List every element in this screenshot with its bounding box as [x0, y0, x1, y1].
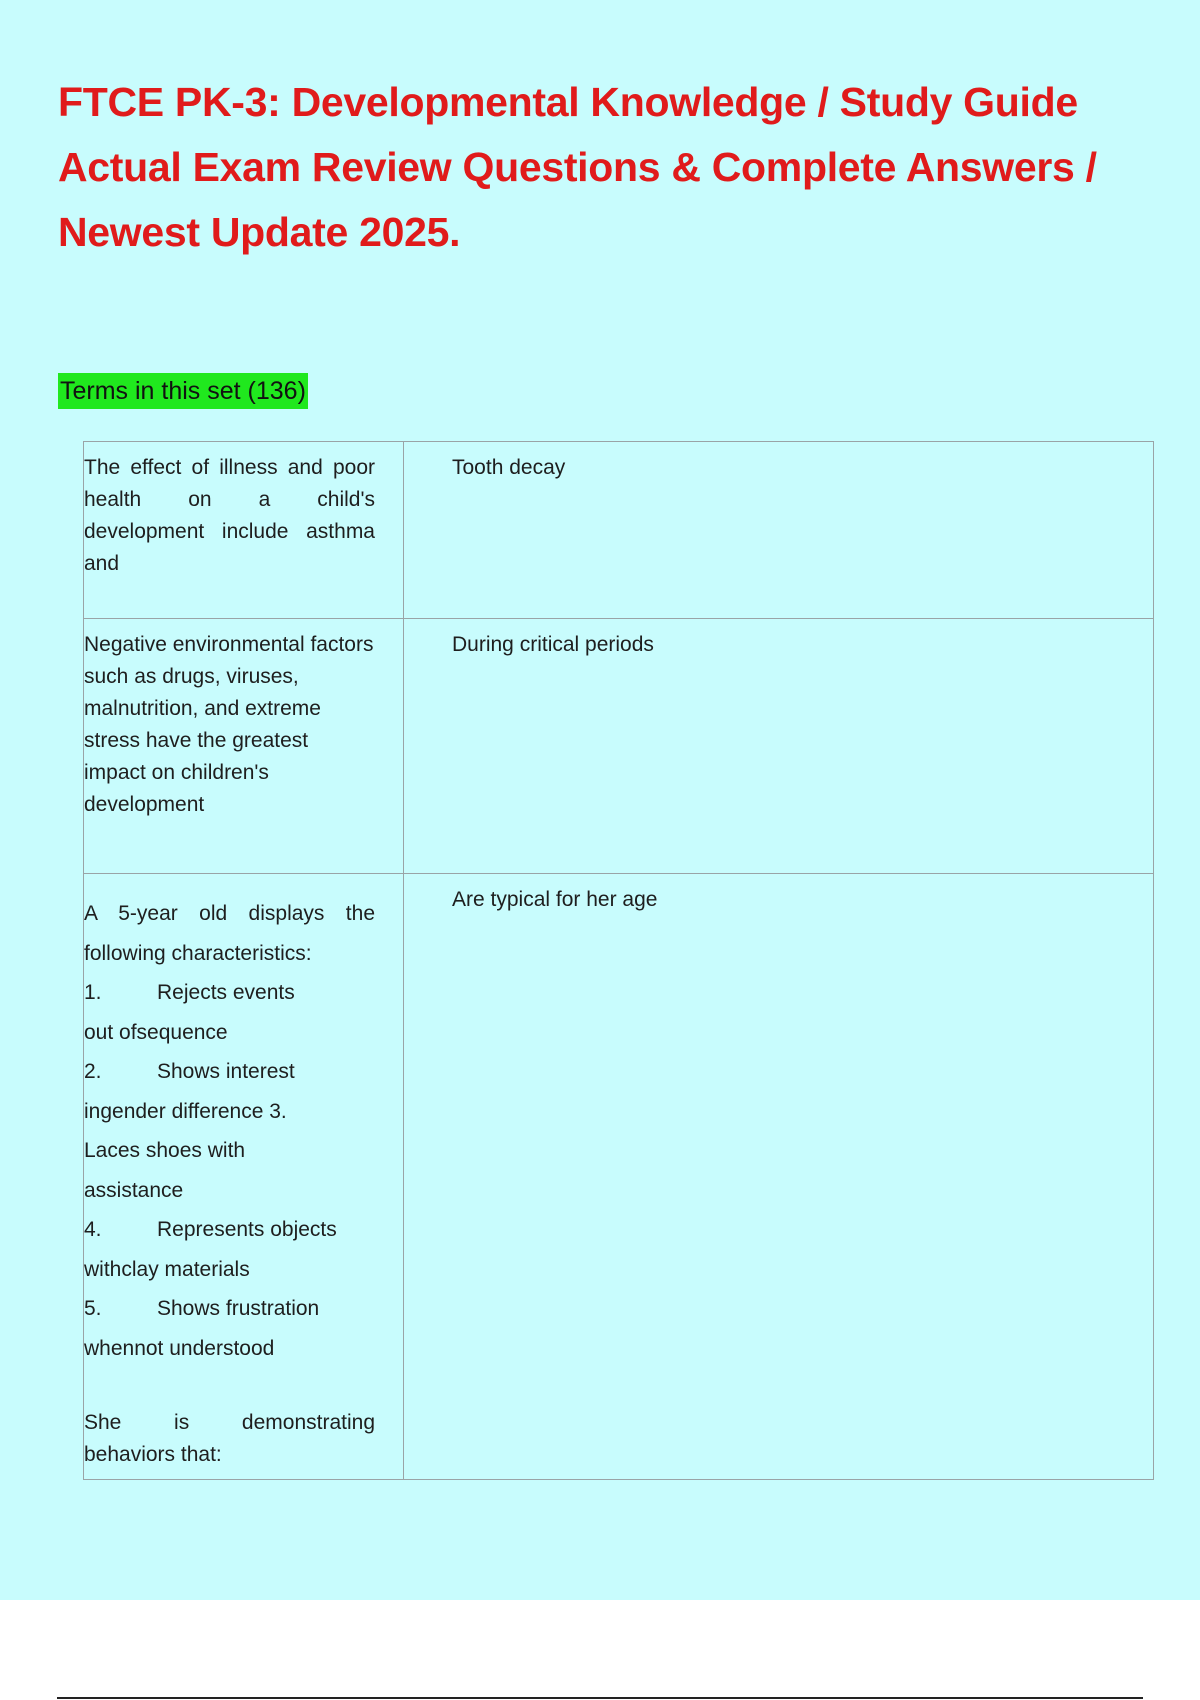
- term-intro: A 5-year old displays the following characteristics:: [84, 902, 375, 965]
- list-text: Shows interest: [157, 1060, 295, 1083]
- list-text: assistance: [84, 1178, 184, 1202]
- term-text-block: [84, 874, 403, 1471]
- table-row: [84, 442, 1154, 619]
- characteristic-line: [84, 1171, 375, 1211]
- table-row: [84, 619, 1154, 874]
- list-text: Represents objects: [157, 1218, 337, 1241]
- list-text: Laces shoes with: [84, 1139, 246, 1162]
- list-text: Shows frustration: [157, 1297, 320, 1320]
- term-outro: She is demonstrating behaviors that:: [84, 1411, 375, 1466]
- list-text: whennot understood: [84, 1336, 275, 1360]
- footer-divider: [57, 1697, 1143, 1699]
- list-number: 2.: [84, 1060, 102, 1083]
- table-row: [84, 874, 1154, 1480]
- list-text: out ofsequence: [84, 1020, 228, 1044]
- terms-count-heading: Terms in this set (136): [58, 373, 308, 409]
- definition-text: During critical periods: [452, 633, 654, 656]
- characteristic-line: [84, 1289, 375, 1329]
- characteristic-line: [84, 1013, 375, 1053]
- spacer: [84, 1368, 375, 1407]
- term-cell: [84, 619, 404, 874]
- list-text: ingender difference 3.: [84, 1099, 287, 1123]
- list-text: withclay materials: [84, 1257, 250, 1281]
- term-cell: [84, 874, 404, 1480]
- document-title: FTCE PK-3: Developmental Knowledge / Study Guide Actual Exam Review Questions & Complete Answers / Newest Update 2025.: [58, 79, 1097, 255]
- list-number: 1.: [84, 981, 102, 1004]
- characteristic-line: [84, 1329, 375, 1369]
- characteristic-line: [84, 1052, 375, 1092]
- definition-text: Tooth decay: [452, 456, 566, 479]
- list-text: Rejects events: [157, 981, 295, 1004]
- list-number: 4.: [84, 1218, 102, 1241]
- term-cell: [84, 442, 404, 619]
- characteristic-line: [84, 1210, 375, 1250]
- definition-cell: [404, 619, 1154, 874]
- term-text: Negative environmental factors such as drugs, viruses, malnutrition, and extreme stress have the greatest impact on children's development: [84, 633, 374, 816]
- characteristic-line: [84, 1131, 375, 1171]
- definition-cell: [404, 442, 1154, 619]
- characteristic-line: [84, 973, 375, 1013]
- characteristic-line: [84, 1092, 375, 1132]
- definition-text: Are typical for her age: [452, 888, 658, 911]
- characteristic-line: [84, 1250, 375, 1290]
- terms-table: [83, 441, 1154, 1480]
- definition-cell: [404, 874, 1154, 1480]
- term-text: The effect of illness and poor health on a child's development include asthma and: [84, 456, 375, 575]
- list-number: 5.: [84, 1297, 102, 1320]
